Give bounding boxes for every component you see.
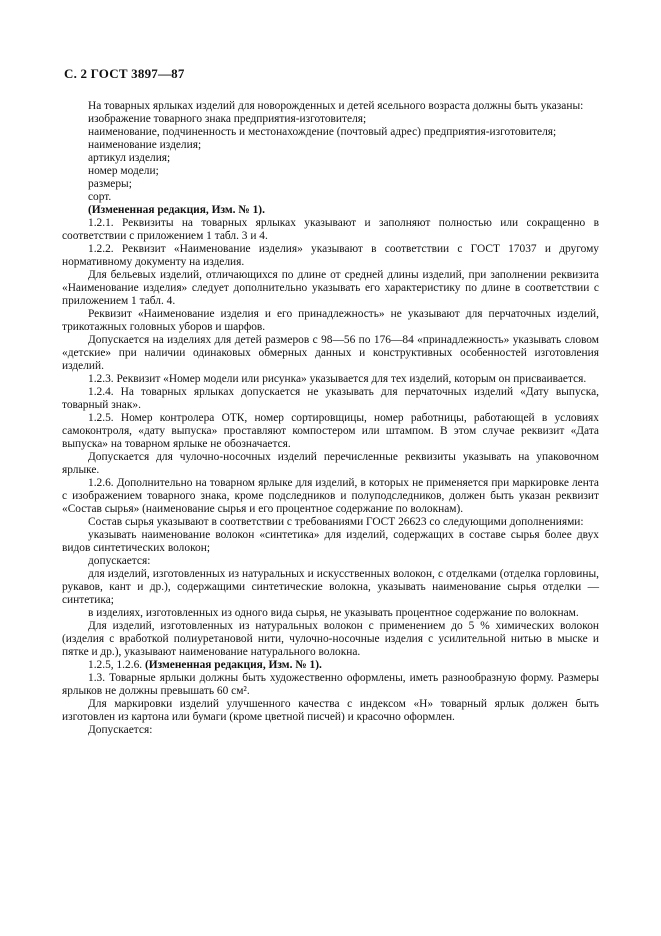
paragraph: 1.2.4. На товарных ярлыках допускается не указывать для перчаточных изделий «Дату выпуска, товарный знак». bbox=[62, 386, 599, 411]
page-header: С. 2 ГОСТ 3897—87 bbox=[64, 66, 185, 81]
paragraph: наименование, подчиненность и местонахождение (почтовый адрес) предприятия-изготовителя; bbox=[88, 126, 557, 138]
paragraph: Для изделий, изготовленных из натуральных волокон с применением до 5 % химических волокон (изделия с вработкой полиуретановой нити, чулочно-носочные изделия с усилительной нитью в мыске и пятке и др.), указывают наименование натурального волокна. bbox=[62, 620, 599, 658]
paragraph: номер модели; bbox=[88, 165, 159, 177]
paragraph: 1.2.1. Реквизиты на товарных ярлыках указывают и заполняют полностью или сокращенно в соответствии с приложением 1 табл. 3 и 4. bbox=[62, 217, 599, 242]
paragraph: Допускается: bbox=[88, 724, 153, 736]
paragraph: Допускается для чулочно-носочных изделий перечисленные реквизиты указывать на упаковочном ярлыке. bbox=[62, 451, 599, 476]
paragraph: Реквизит «Наименование изделия и его принадлежность» не указывают для перчаточных изделий, трикотажных головных уборов и шарфов. bbox=[62, 308, 599, 333]
paragraph: Состав сырья указывают в соответствии с требованиями ГОСТ 26623 со следующими дополнениями: bbox=[88, 516, 584, 528]
paragraph: для изделий, изготовленных из натуральных и искусственных волокон, с отделками (отделка горловины, рукавов, кант и др.), содержащими синтетические волокна, указывать наименование сырья отделки — синтетика; bbox=[62, 568, 599, 606]
paragraph: 1.2.5. Номер контролера ОТК, номер сортировщицы, номер работницы, работающей в условиях самоконтроля, «дату выпуска» проставляют компостером или штампом. В этом случае реквизит «Дата выпуска» на товарном ярлыке не обозначается. bbox=[62, 412, 599, 450]
paragraph: 1.2.3. Реквизит «Номер модели или рисунка» указывается для тех изделий, которым он присваивается. bbox=[88, 373, 587, 385]
paragraph: Для бельевых изделий, отличающихся по длине от средней длины изделий, при заполнении реквизита «Наименование изделия» следует дополнительно указывать его характеристику по длине в соответствии с приложением 1 табл. 4. bbox=[62, 269, 599, 307]
document-body bbox=[62, 100, 599, 737]
paragraph: артикул изделия; bbox=[88, 152, 171, 164]
paragraph: изображение товарного знака предприятия-изготовителя; bbox=[88, 113, 367, 125]
paragraph: в изделиях, изготовленных из одного вида сырья, не указывать процентное содержание по волокнам. bbox=[88, 607, 579, 619]
amendment-note: 1.2.5, 1.2.6. (Измененная редакция, Изм. № 1). bbox=[88, 659, 322, 671]
paragraph: 1.2.6. Дополнительно на товарном ярлыке для изделий, в которых не применяется при маркировке лента с изображением товарного знака, кроме подследников и полуподследников, должен быть указан реквизит «Состав сырья» (наименование сырья и его процентное содержание по волокнам). bbox=[62, 477, 599, 515]
paragraph: Для маркировки изделий улучшенного качества с индексом «Н» товарный ярлык должен быть изготовлен из картона или бумаги (кроме цветной писчей) и красочно оформлен. bbox=[62, 698, 599, 723]
paragraph: допускается: bbox=[88, 555, 151, 567]
paragraph: сорт. bbox=[88, 191, 112, 203]
paragraph: 1.2.2. Реквизит «Наименование изделия» указывают в соответствии с ГОСТ 17037 и другому нормативному документу на изделия. bbox=[62, 243, 599, 268]
paragraph: наименование изделия; bbox=[88, 139, 202, 151]
paragraph: указывать наименование волокон «синтетика» для изделий, содержащих в составе сырья более двух видов синтетических волокон; bbox=[62, 529, 599, 554]
paragraph: Допускается на изделиях для детей размеров с 98—56 по 176—84 «принадлежность» указывать словом «детские» при наличии одинаковых обмерных данных и конструктивных особенностей изготовления изделий. bbox=[62, 334, 599, 372]
paragraph: 1.3. Товарные ярлыки должны быть художественно оформлены, иметь разнообразную форму. Размеры ярлыков не должны превышать 60 см². bbox=[62, 672, 599, 697]
paragraph: размеры; bbox=[88, 178, 132, 190]
amendment-note: (Измененная редакция, Изм. № 1). bbox=[88, 204, 265, 216]
paragraph: На товарных ярлыках изделий для новорожденных и детей ясельного возраста должны быть указаны: bbox=[88, 100, 584, 112]
